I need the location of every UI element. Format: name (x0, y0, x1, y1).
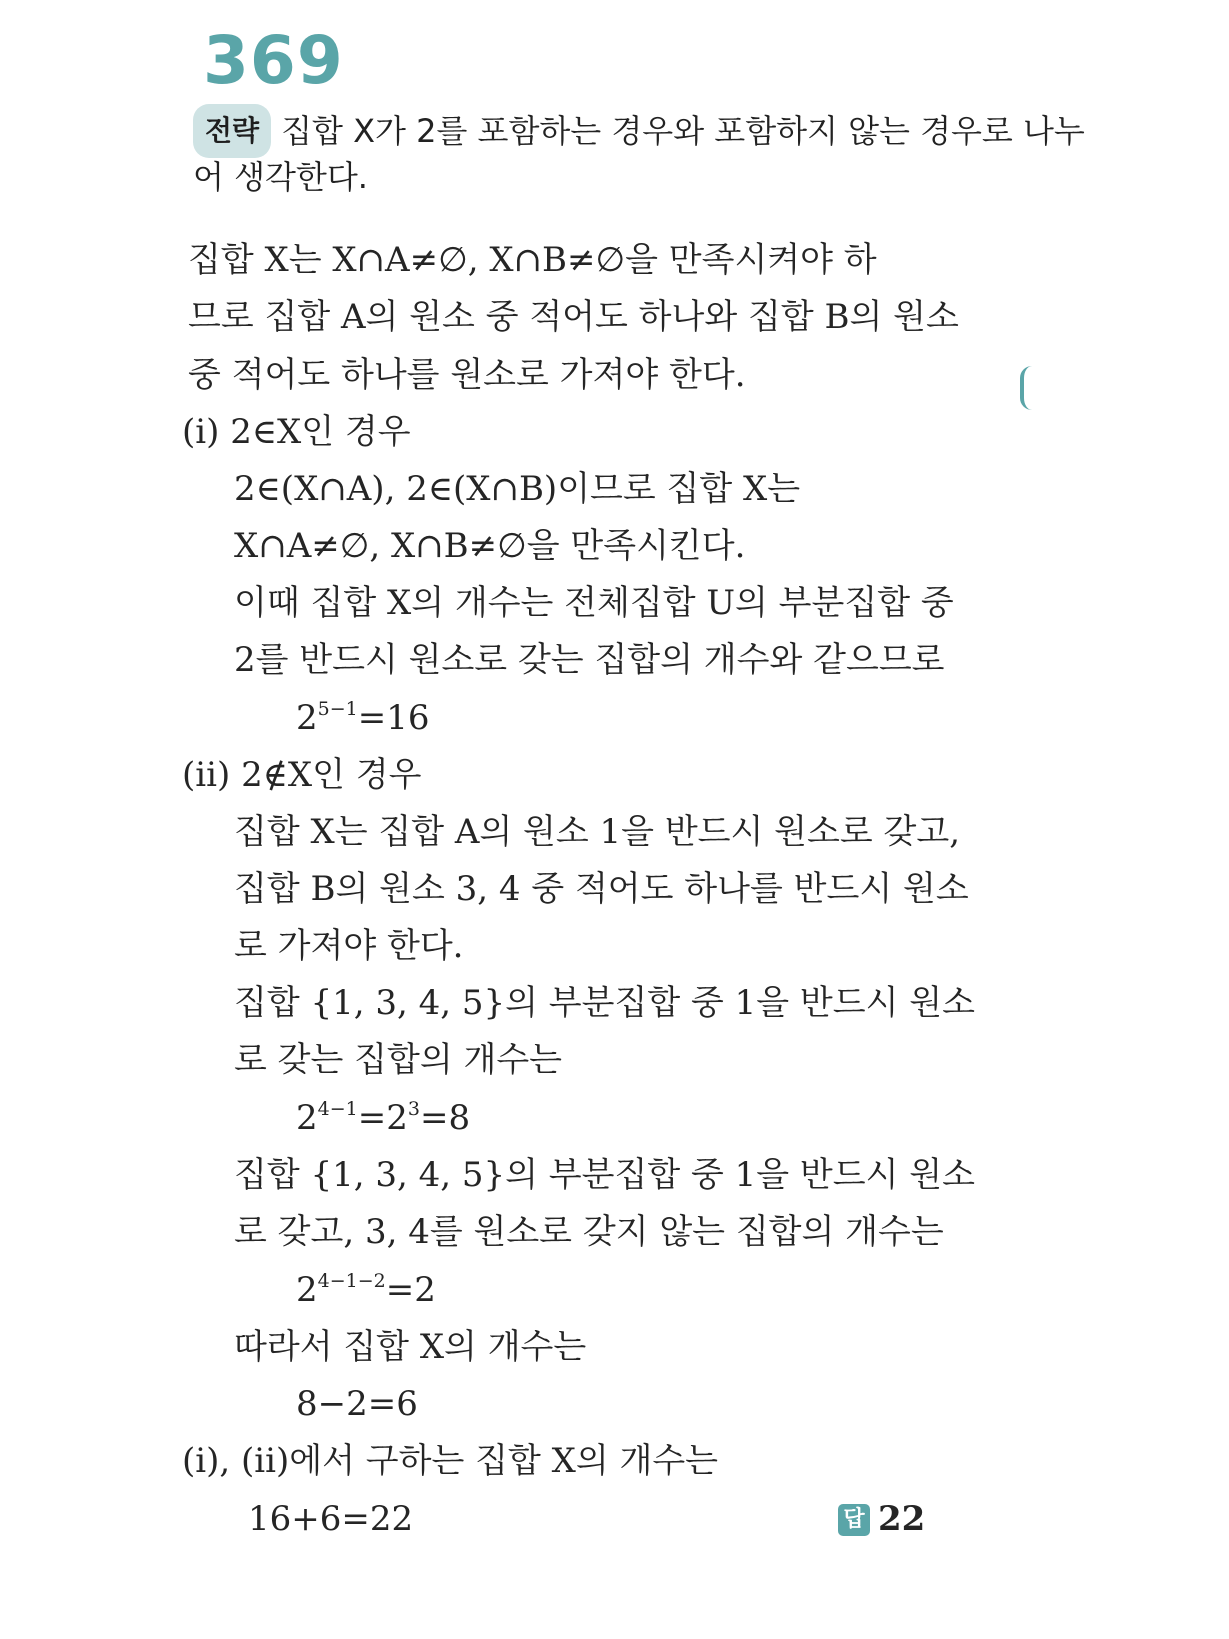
case-2-heading: (ⅱ) 2∉X인 경우 (182, 755, 422, 795)
case-1-heading: (ⅰ) 2∈X인 경우 (182, 412, 411, 452)
case-2-line-6: 집합 {1, 3, 4, 5}의 부분집합 중 1을 반드시 원소 (234, 1155, 975, 1195)
strategy-text-1: 집합 X가 2를 포함하는 경우와 포함하지 않는 경우로 나누 (281, 112, 1085, 150)
solution-line-2: 므로 집합 A의 원소 중 적어도 하나와 집합 B의 원소 (188, 297, 959, 337)
formula-3-base: 2 (296, 1270, 318, 1310)
strategy-line-2: 어 생각한다. (193, 158, 368, 196)
strategy-line-1 (193, 104, 1085, 158)
problem-number: 369 (203, 22, 344, 99)
case-2-line-5: 로 갖는 집합의 개수는 (234, 1040, 563, 1080)
solution-line-3: 중 적어도 하나를 원소로 가져야 한다. (188, 355, 746, 395)
formula-1-exponent: 5−1 (317, 698, 358, 720)
case-1-line-1: 2∈(X∩A), 2∈(X∩B)이므로 집합 X는 (234, 469, 801, 509)
case-2-line-1: 집합 X는 집합 A의 원소 1을 반드시 원소로 갖고, (234, 812, 961, 852)
case-1-line-3: 이때 집합 X의 개수는 전체집합 U의 부분집합 중 (234, 583, 954, 623)
formula-3-exponent: 4−1−2 (317, 1270, 386, 1292)
formula-2-exponent-2: 3 (407, 1098, 420, 1120)
formula-2 (296, 1098, 470, 1138)
case-1-line-2: X∩A≠∅, X∩B≠∅을 만족시킨다. (234, 526, 746, 566)
conclusion-line: (ⅰ), (ⅱ)에서 구하는 집합 X의 개수는 (182, 1441, 719, 1481)
formula-2-mid: =2 (357, 1098, 408, 1138)
formula-3 (296, 1270, 436, 1310)
solution-line-1: 집합 X는 X∩A≠∅, X∩B≠∅을 만족시켜야 하 (188, 240, 877, 280)
case-2-line-7: 로 갖고, 3, 4를 원소로 갖지 않는 집합의 개수는 (234, 1212, 944, 1252)
formula-2-exponent: 4−1 (317, 1098, 358, 1120)
answer-value: 22 (878, 1499, 926, 1539)
formula-3-result: =2 (385, 1270, 436, 1310)
case-2-line-4: 집합 {1, 3, 4, 5}의 부분집합 중 1을 반드시 원소 (234, 983, 975, 1023)
case-2-line-2: 집합 B의 원소 3, 4 중 적어도 하나를 반드시 원소 (234, 869, 969, 909)
final-formula: 16+6=22 (248, 1499, 414, 1539)
page-edge-mark (1020, 366, 1032, 410)
case-2-line-8: 따라서 집합 X의 개수는 (234, 1327, 587, 1367)
answer (838, 1499, 925, 1539)
case-1-line-4: 2를 반드시 원소로 갖는 집합의 개수와 같으므로 (234, 640, 945, 680)
formula-2-base: 2 (296, 1098, 318, 1138)
formula-1-base: 2 (296, 698, 318, 738)
formula-1 (296, 698, 430, 738)
case-2-line-3: 로 가져야 한다. (234, 926, 464, 966)
formula-2-result: =8 (419, 1098, 471, 1138)
strategy-badge: 전략 (193, 104, 271, 158)
formula-1-result: =16 (357, 698, 430, 738)
formula-4: 8−2=6 (296, 1384, 418, 1424)
answer-badge: 답 (838, 1504, 870, 1536)
